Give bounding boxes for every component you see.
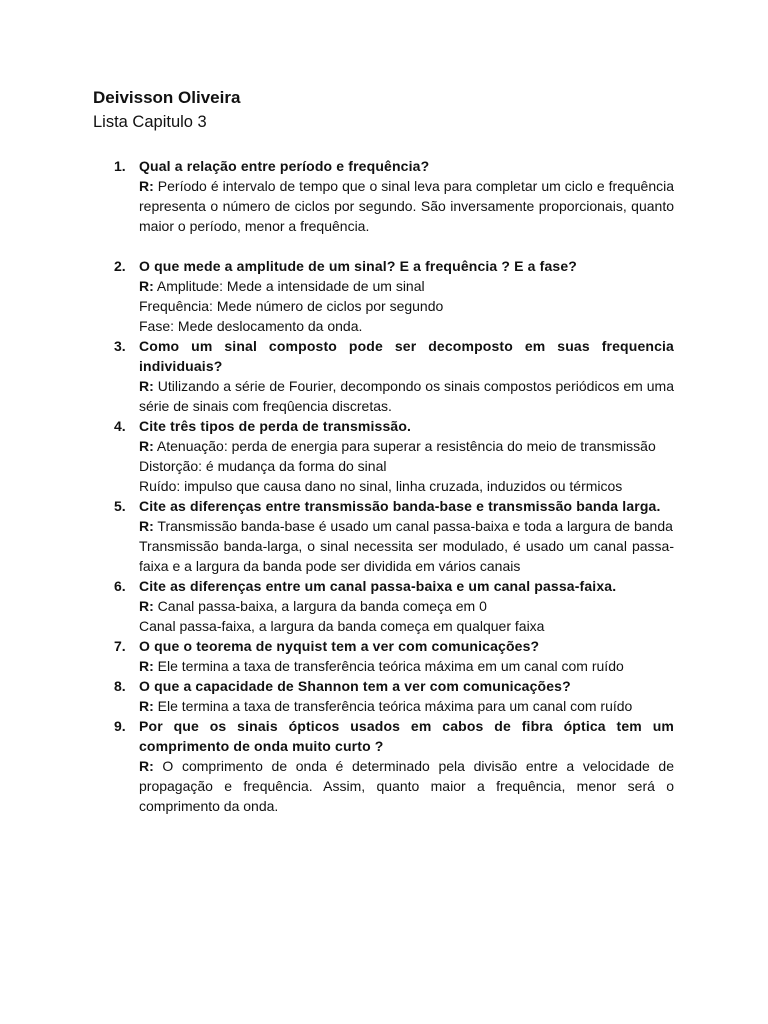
author-name: Deivisson Oliveira [93, 88, 241, 107]
question-text: O que mede a amplitude de um sinal? E a frequência ? E a fase? [139, 258, 577, 274]
question-number: 4. [114, 418, 126, 434]
question-item [0, 416, 768, 496]
answer-line: Frequência: Mede número de ciclos por segundo [139, 298, 444, 314]
answer-label: R: [139, 658, 154, 674]
answer-text [139, 176, 674, 236]
question-item [0, 676, 768, 716]
question-text: Cite as diferenças entre um canal passa-baixa e um canal passa-faixa. [139, 578, 617, 594]
question-item [0, 576, 768, 636]
question-item [0, 336, 768, 416]
answer-line: Fase: Mede deslocamento da onda. [139, 318, 363, 334]
question-item [0, 156, 768, 236]
answer-label: R: [139, 438, 154, 454]
answer-text [139, 656, 674, 676]
answer-line: Transmissão banda-larga, o sinal necessita ser modulado, é usado um canal passa-faixa e a largura da banda pode ser dividida em vários canais [139, 538, 674, 574]
answer-body: Atenuação: perda de energia para superar a resistência do meio de transmissão [153, 438, 656, 454]
question-number: 6. [114, 578, 126, 594]
question-item [0, 496, 768, 576]
question-text: Por que os sinais ópticos usados em cabos de fibra óptica tem um comprimento de onda muito curto ? [139, 718, 674, 754]
answer-label: R: [139, 518, 154, 534]
answer-body: Ele termina a taxa de transferência teórica máxima para um canal com ruído [153, 698, 633, 714]
answer-body: Período é intervalo de tempo que o sinal leva para completar um ciclo e frequência representa o número de ciclos por segundo. São inversamente proporcionais, quanto maior o período, menor a frequência. [139, 178, 674, 234]
answer-text [139, 696, 674, 716]
answer-label: R: [139, 278, 154, 294]
question-number: 2. [114, 258, 126, 274]
answer-text [139, 756, 674, 816]
answer-body: Ele termina a taxa de transferência teórica máxima em um canal com ruído [153, 658, 624, 674]
question-item [0, 716, 768, 816]
question-text: Qual a relação entre período e frequência? [139, 158, 430, 174]
question-text: O que o teorema de nyquist tem a ver com comunicações? [139, 638, 540, 654]
question-text: Como um sinal composto pode ser decomposto em suas frequencia individuais? [139, 338, 674, 374]
answer-line: Canal passa-faixa, a largura da banda começa em qualquer faixa [139, 618, 545, 634]
answer-label: R: [139, 378, 154, 394]
answer-label: R: [139, 598, 154, 614]
answer-line: Distorção: é mudança da forma do sinal [139, 458, 387, 474]
answer-body: Amplitude: Mede a intensidade de um sinal [153, 278, 425, 294]
answer-text [139, 376, 674, 416]
question-text: Cite três tipos de perda de transmissão. [139, 418, 412, 434]
answer-text [139, 596, 674, 616]
answer-body: Utilizando a série de Fourier, decompondo os sinais compostos periódicos em uma série de sinais com freqûencia discretas. [139, 378, 674, 414]
answer-text [139, 516, 674, 536]
answer-label: R: [139, 758, 154, 774]
answer-body: O comprimento de onda é determinado pela divisão entre a velocidade de propagação e frequência. Assim, quanto maior a frequência, menor será o comprimento da onda. [139, 758, 674, 814]
answer-body: Canal passa-baixa, a largura da banda começa em 0 [153, 598, 487, 614]
question-number: 3. [114, 338, 126, 354]
answer-label: R: [139, 178, 154, 194]
question-number: 7. [114, 638, 126, 654]
document-subtitle: Lista Capitulo 3 [93, 113, 207, 131]
question-list [0, 156, 768, 816]
answer-line: Ruído: impulso que causa dano no sinal, linha cruzada, induzidos ou térmicos [139, 478, 623, 494]
question-number: 8. [114, 678, 126, 694]
question-text: Cite as diferenças entre transmissão banda-base e transmissão banda larga. [139, 498, 661, 514]
question-text: O que a capacidade de Shannon tem a ver com comunicações? [139, 678, 571, 694]
answer-text [139, 276, 674, 296]
question-item [0, 256, 768, 336]
answer-body: Transmissão banda-base é usado um canal passa-baixa e toda a largura de banda [153, 518, 673, 534]
question-item [0, 636, 768, 676]
answer-label: R: [139, 698, 154, 714]
question-number: 1. [114, 158, 126, 174]
question-number: 9. [114, 718, 126, 734]
question-number: 5. [114, 498, 126, 514]
answer-text [139, 436, 674, 456]
